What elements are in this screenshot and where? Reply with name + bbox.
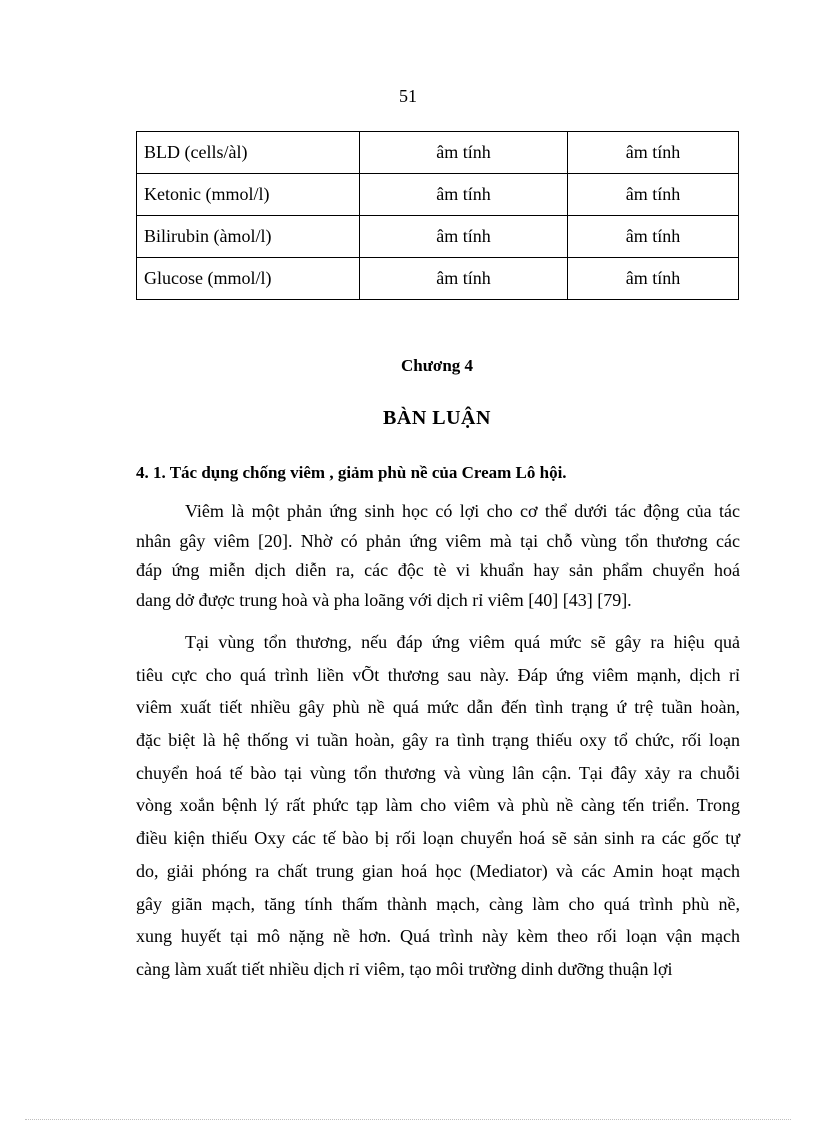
chapter-title: BÀN LUẬN: [383, 407, 491, 429]
paragraph-line: đặc biệt là hệ thống vi tuần hoàn, gây ra tình trạng thiếu oxy tổ chức, rối loạn: [136, 730, 740, 751]
table-cell: Ketonic (mmol/l): [137, 174, 360, 216]
table-cell: âm tính: [360, 174, 568, 216]
page-number: 51: [399, 86, 417, 106]
table-cell: âm tính: [568, 258, 739, 300]
table-row: [137, 258, 739, 300]
paragraph-1: [136, 497, 740, 615]
table-row: [137, 132, 739, 174]
section-heading: 4. 1. Tác dụng chống viêm , giảm phù nề của Cream Lô hội.: [136, 463, 567, 482]
table-row: [137, 216, 739, 258]
paragraph-line: chuyển hoá tế bào tại vùng tổn thương và vùng lân cận. Tại đây xảy ra chuỗi: [136, 762, 740, 783]
table-cell: Glucose (mmol/l): [137, 258, 360, 300]
table-cell: BLD (cells/àl): [137, 132, 360, 174]
paragraph-line: đáp ứng miễn dịch diễn ra, các độc tè vi khuẩn hay sản phẩm chuyển hoá: [136, 560, 740, 580]
table-cell: âm tính: [360, 258, 568, 300]
table-row: [137, 174, 739, 216]
paragraph-line: tiêu cực cho quá trình liền vÕt thương sau này. Đáp ứng viêm mạnh, dịch rỉ: [136, 664, 740, 685]
table-cell: âm tính: [568, 174, 739, 216]
paragraph-line: điều kiện thiếu Oxy các tế bào bị rối loạn chuyển hoá sẽ sản sinh ra các gốc tự: [136, 828, 740, 849]
paragraph-line: Viêm là một phản ứng sinh học có lợi cho cơ thể dưới tác động của tác: [185, 501, 740, 521]
table-cell: âm tính: [568, 216, 739, 258]
table-cell: âm tính: [360, 132, 568, 174]
paragraph-line: càng làm xuất tiết nhiều dịch rỉ viêm, tạo môi trường dinh dưỡng thuận lợi: [136, 958, 673, 979]
paragraph-line: do, giải phóng ra chất trung gian hoá học (Mediator) và các Amin hoạt mạch: [136, 860, 740, 881]
results-table: [136, 131, 739, 300]
paragraph-line: nhân gây viêm [20]. Nhờ có phản ứng viêm mà tại chỗ vùng tổn thương các: [136, 530, 740, 551]
chapter-heading: Chương 4: [400, 356, 474, 375]
table-cell: âm tính: [568, 132, 739, 174]
table-cell: âm tính: [360, 216, 568, 258]
paragraph-line: dang dở được trung hoà và pha loãng với dịch rỉ viêm [40] [43] [79].: [136, 589, 632, 610]
paragraph-line: xung huyết tại mô nặng nề hơn. Quá trình này kèm theo rối loạn vận mạch: [136, 926, 740, 947]
paragraph-line: Tại vùng tổn thương, nếu đáp ứng viêm quá mức sẽ gây ra hiệu quả: [185, 632, 740, 652]
paragraph-2: [136, 626, 740, 986]
paragraph-line: gây giãn mạch, tăng tính thấm thành mạch, càng làm cho quá trình phù nề,: [136, 893, 740, 914]
page-border-dots: [25, 1119, 791, 1120]
paragraph-line: vòng xoắn bệnh lý rất phức tạp làm cho viêm và phù nề càng tến triển. Trong: [136, 795, 740, 816]
paragraph-line: viêm xuất tiết nhiều gây phù nề quá mức dẫn đến tình trạng ứ trệ tuần hoàn,: [136, 697, 740, 718]
table-cell: Bilirubin (àmol/l): [137, 216, 360, 258]
